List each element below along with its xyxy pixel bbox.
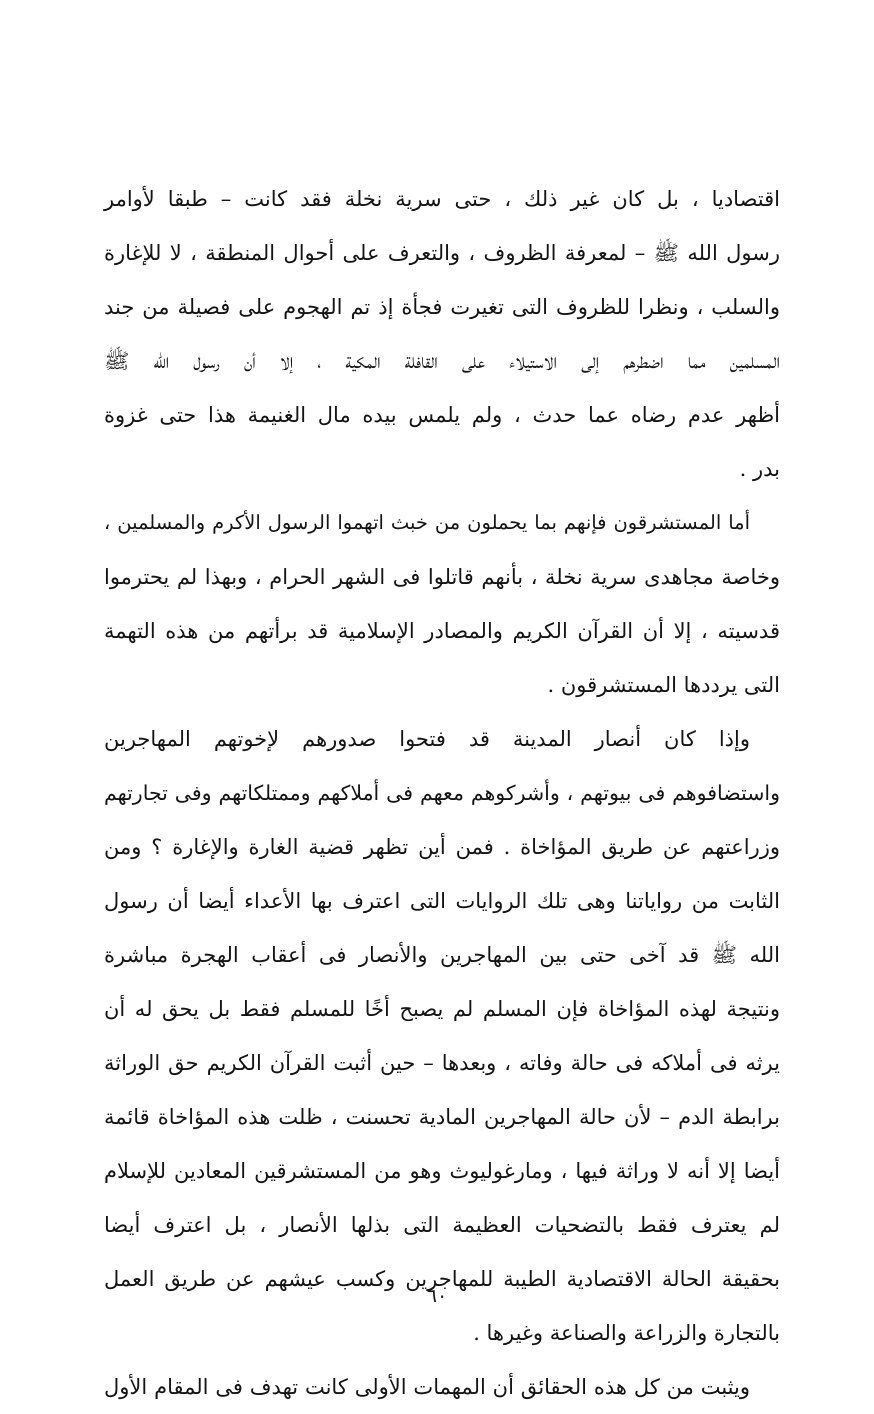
text-line: وإذا كان أنصار المدينة قد فتحوا صدورهم لإخوتهم المهاجرين [104, 727, 750, 751]
body-text [104, 172, 780, 1414]
text-line: وخاصة مجاهدى سرية نخلة ، بأنهم قاتلوا فى الشهر الحرام ، وبهذا لم يحترموا [104, 565, 780, 589]
page-number: ٦٠ [426, 1285, 448, 1307]
text-line: أما المستشرقون فإنهم بما يحملون من خبث اتهموا الرسول الأكرم والمسلمين ، [104, 511, 750, 534]
text-line: قدسيته ، إلا أن القرآن الكريم والمصادر الإسلامية قد برأتهم من هذه التهمة [104, 619, 780, 643]
text-line: رسول الله ﷺ – لمعرفة الظروف ، والتعرف على أحوال المنطقة ، لا للإغارة [104, 241, 780, 265]
text-line: التى يرددها المستشرقون . [547, 673, 780, 697]
text-line: وزراعتهم عن طريق المؤاخاة . فمن أين تظهر قضية الغارة والإغارة ؟ ومن [104, 835, 780, 859]
text-line: أيضا إلا أنه لا وراثة فيها ، ومارغوليوث وهو من المستشرقين المعادين للإسلام [104, 1159, 780, 1183]
text-line: لم يعترف فقط بالتضحيات العظيمة التى بذلها الأنصار ، بل اعترف أيضا [104, 1213, 780, 1237]
text-line: الثابت من رواياتنا وهى تلك الروايات التى اعترف بها الأعداء أيضا أن رسول [104, 889, 780, 913]
text-line: الله ﷺ قد آخى حتى بين المهاجرين والأنصار فى أعقاب الهجرة مباشرة [104, 943, 780, 967]
text-line: بدر . [739, 457, 780, 481]
text-line: يرثه فى أملاكه فى حالة وفاته ، وبعدها – حين أثبت القرآن الكريم حق الوراثة [104, 1051, 780, 1075]
text-line: ويثبت من كل هذه الحقائق أن المهمات الأولى كانت تهدف فى المقام الأول [104, 1375, 750, 1399]
paragraph-2 [104, 496, 780, 712]
text-line: واستضافوهم فى بيوتهم ، وأشركوهم معهم فى أملاكهم وممتلكاتهم وفى تجارتهم [104, 781, 780, 805]
text-line: أظهر عدم رضاه عما حدث ، ولم يلمس بيده مال الغنيمة هذا حتى غزوة [104, 403, 780, 427]
paragraph-1 [104, 172, 780, 496]
paragraph-3 [104, 712, 780, 1360]
text-line: بالتجارة والزراعة والصناعة وغيرها . [473, 1321, 780, 1345]
text-line: ونتيجة لهذه المؤاخاة فإن المسلم لم يصبح أخًا للمسلم فقط بل يحق له أن [104, 997, 780, 1021]
text-line: بحقيقة الحالة الاقتصادية الطيبة للمهاجرين وكسب عيشهم عن طريق العمل [104, 1267, 780, 1291]
text-line: اقتصاديا ، بل كان غير ذلك ، حتى سرية نخلة فقد كانت – طبقا لأوامر [104, 187, 780, 211]
text-line: والسلب ، ونظرا للظروف التى تغيرت فجأة إذ تم الهجوم على فصيلة من جند [104, 295, 780, 319]
text-line: برابطة الدم – لأن حالة المهاجرين المادية تحسنت ، ظلت هذه المؤاخاة قائمة [104, 1105, 780, 1129]
paragraph-4 [104, 1360, 780, 1414]
text-line: المسلمين مما اضطرهم إلى الاستيلاء على القافلة المكية ، إلا أن رسول الله ﷺ [104, 349, 780, 373]
